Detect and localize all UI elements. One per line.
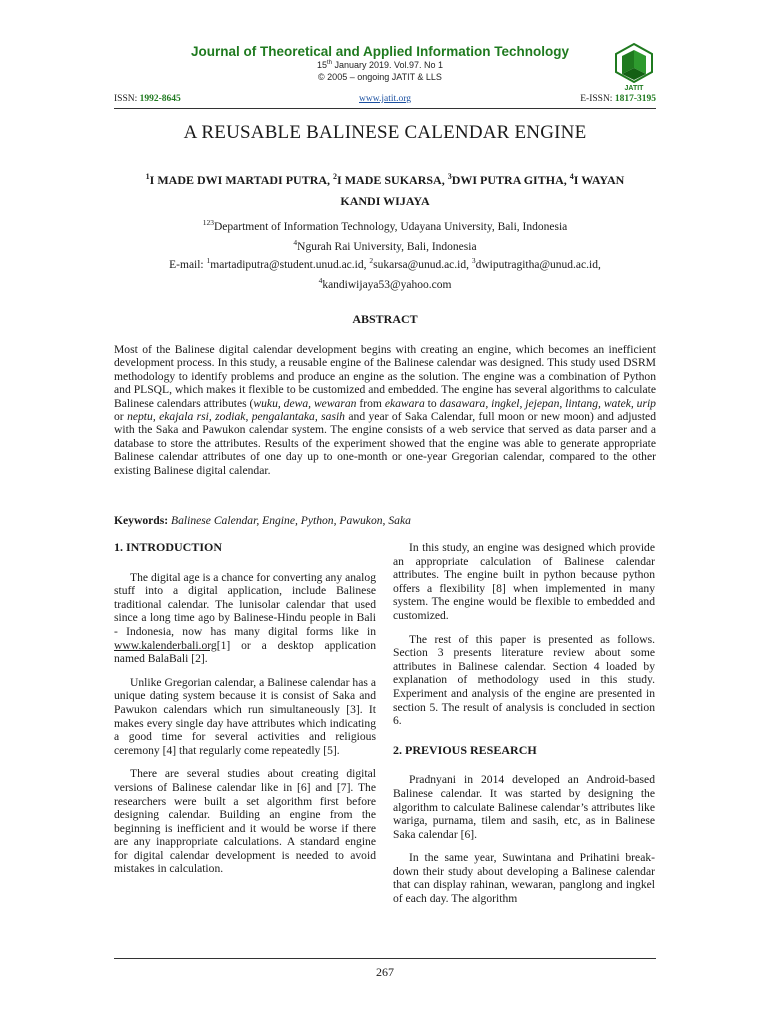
intro-paragraph-3: There are several studies about creating digital versions of Balinese calendar like in [6] and [7]. The researchers were built a set algorithm first before designing calendar. Building an engine from the beginning is inefficient and it would be worse if there are any inappropriate calculations. A standard engine for digital calendar development is needed to avoid mistakes in calculation.	[114, 767, 376, 876]
footer-divider	[114, 958, 656, 959]
previous-research-paragraph-2: In the same year, Suwintana and Prihatini break-down their study about developing a Balinese calendar that can display rahinan, wewaran, panglong and ingkel of each day. The algorithm	[393, 851, 655, 906]
journal-title: Journal of Theoretical and Applied Information Technology	[190, 44, 570, 59]
right-column	[393, 541, 655, 916]
e-issn: E-ISSN: 1817-3195	[580, 94, 656, 104]
section-heading-previous-research: 2. PREVIOUS RESEARCH	[393, 742, 537, 757]
section-heading-introduction: 1. INTRODUCTION	[114, 540, 223, 554]
intro-paragraph-1: The digital age is a chance for converting any analog stuff into a digital application, include Balinese traditional calendar. The lunisolar calendar that used since a long time ago by Balinese-Hindu people in Bali - Indonesia, now has many digital forms like in www.kalenderbali.org[1] or a desktop application named BalaBali [2].	[114, 570, 376, 666]
logo-text: JATIT	[624, 85, 644, 92]
abstract-heading: ABSTRACT	[352, 312, 418, 326]
page-number: 267	[376, 965, 394, 979]
abstract-text: Most of the Balinese digital calendar development begins with creating an engine, which becomes an inefficient development process. In this study, a reusable engine of the Balinese calendar was designed. This study used DSRM methodology to identify problems and produce an engine as the solution. The engine was a combination of Python and PLSQL, which makes it flexible to be customized and embedded. The engine has several algorithms to calculate Balinese calendars attributes (wuku, dewa, wewaran from ekawara to dasawara, ingkel, jejepan, lintang, watek, urip or neptu, ekajala rsi, zodiak, pengalantaka, sasih and year of Saka Calendar, full moon or new moon) and adjusted with the Saka and Pawukon calendar system. The engine consists of a web service that served as data parser and a database to store the attributes. Results of the experiment showed that the engine was able to generate appropriate Balinese calendar attributes of one day up to one-month or one-year Gregorian calendar, compared to the other existing Balinese digital calendar.	[114, 343, 657, 477]
author-list	[114, 166, 656, 212]
email-line-2: $^4$kandiwijaya53@yahoo.com	[318, 275, 452, 291]
jatit-logo-icon	[612, 42, 656, 92]
author-emails	[114, 253, 656, 293]
email-line-1: E-mail: $^1$martadiputra@student.unud.ac.id, $^2$sukarsa@unud.ac.id, $^3$dwiputragitha@unud.ac.id,	[169, 256, 601, 271]
journal-issue-date: 15th January 2019. Vol.97. No 1	[316, 60, 444, 70]
issn: ISSN: 1992-8645	[114, 94, 181, 104]
intro-paragraph-2: Unlike Gregorian calendar, a Balinese calendar has a unique dating system because it is consist of Saka and Pawukon calendars which run simultaneously [3]. It makes every single day have attributes which indicating a good time for several activities and religious ceremony [4] that regularly come repeatedly [5].	[114, 675, 376, 757]
journal-url[interactable]: www.jatit.org	[359, 94, 411, 104]
intro-paragraph-5: The rest of this paper is presented as follows. Section 3 presents literature review about some attributes in Balinese calendar. Section 4 loaded by explanation of methodology used in this study. Experiment and analysis of the engine are presented in section 5. The result of analysis is concluded in section 6.	[393, 632, 655, 728]
keywords: Keywords: Balinese Calendar, Engine, Python, Pawukon, Saka	[114, 514, 411, 527]
affiliation-2: $^4$Ngurah Rai University, Bali, Indonesia	[293, 237, 477, 253]
header-divider	[114, 108, 656, 109]
affiliation-1: $^{123}$Department of Information Technology, Udayana University, Bali, Indonesia	[202, 218, 568, 233]
previous-research-paragraph-1: Pradnyani in 2014 developed an Android-based Balinese calendar. It was started by designing the algorithm to calculate Balinese calendar’s attributes like wariga, purnama, tilem and sasih, etc, as in Balinese Saka calendar [6].	[393, 773, 655, 841]
author-line-2: KANDI WIJAYA	[340, 194, 430, 208]
journal-copyright: © 2005 – ongoing JATIT & LLS	[318, 72, 442, 82]
paper-title: A REUSABLE BALINESE CALENDAR ENGINE	[183, 122, 587, 143]
author-line-1: $^1$I MADE DWI MARTADI PUTRA, $^2$I MADE SUKARSA, $^3$DWI PUTRA GITHA, $^4$I WAYAN	[145, 172, 625, 187]
affiliations	[114, 215, 656, 255]
intro-paragraph-4: In this study, an engine was designed which provide an appropriate calculation of Balinese calendar attributes. The engine built in python because python offers a flexibility [8] when implemented in many system. The engine would be flexible to embedded and customized.	[393, 541, 655, 622]
left-column	[114, 541, 376, 886]
kalenderbali-link[interactable]: www.kalenderbali.org	[114, 638, 217, 652]
